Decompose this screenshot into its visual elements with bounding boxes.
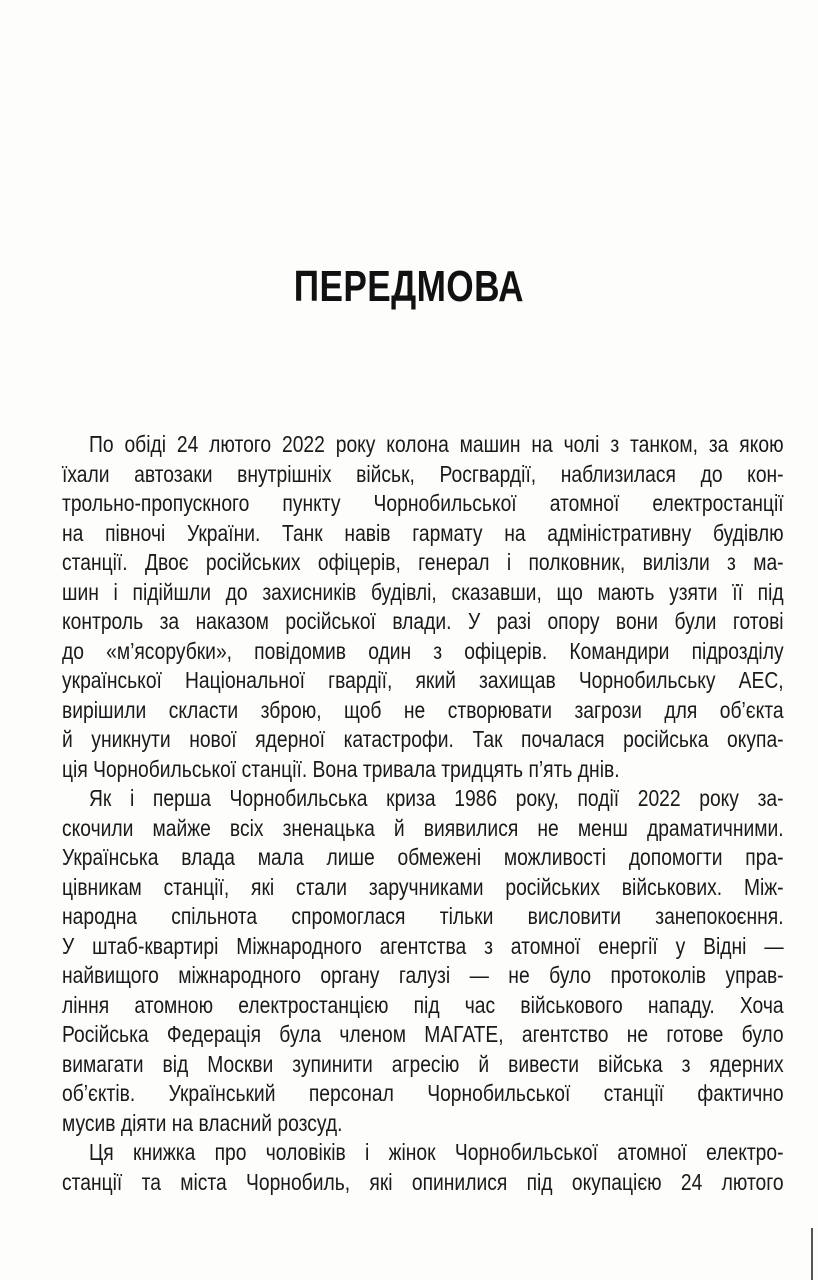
text-line (62, 1168, 784, 1198)
page-title (0, 262, 818, 312)
text-line (62, 1138, 784, 1168)
text-line-content: станції та міста Чорнобиль, які опинилися під окупацією 24 лютого (62, 1168, 784, 1195)
text-line (62, 725, 784, 755)
text-line-content: контроль за наказом російської влади. У разі опору вони були готові (62, 608, 784, 634)
text-line (62, 666, 784, 696)
text-line-content: вимагати від Москви зупинити агресію й вивести війська з ядерних (62, 1050, 784, 1077)
body-text (62, 430, 784, 1197)
text-line (62, 755, 784, 785)
text-line-content: до «м’ясорубки», повідомив один з офіцерів. Командири підрозділу (62, 637, 784, 664)
text-line (62, 1050, 784, 1080)
text-line (62, 932, 784, 962)
text-line-content: шин і підійшли до захисників будівлі, сказавши, що мають узяти її під (62, 578, 784, 605)
page-edge (811, 1228, 813, 1280)
text-line-content: Як і перша Чорнобильська криза 1986 року, події 2022 року за- (89, 785, 784, 811)
paragraph (62, 1138, 784, 1197)
text-line-content: По обіді 24 лютого 2022 року колона машин на чолі з танком, за якою (89, 431, 784, 457)
text-line (62, 991, 784, 1021)
text-line (62, 902, 784, 932)
text-line-content: станції. Двоє російських офіцерів, генерал і полковник, вилізли з ма- (62, 549, 784, 575)
text-line-content: ління атомною електростанцією під час військового нападу. Хоча (62, 991, 784, 1018)
text-line-content: трольно-пропускного пункту Чорнобильської атомної електростанції (62, 490, 784, 516)
text-line (62, 1020, 784, 1050)
text-line-content: Ця книжка про чоловіків і жінок Чорнобильської атомної електро- (89, 1139, 784, 1165)
text-line-content: ція Чорнобильської станції. Вона тривала тридцять п’ять днів. (62, 755, 620, 782)
text-line-content: мусив діяти на власний розсуд. (62, 1109, 343, 1136)
text-line-content: й уникнути нової ядерної катастрофи. Так почалася російська окупа- (62, 726, 784, 752)
text-line (62, 843, 784, 873)
text-line (62, 784, 784, 814)
text-line-content: найвищого міжнародного органу галузі — не було протоколів управ- (62, 962, 784, 988)
text-line (62, 696, 784, 726)
text-line (62, 1079, 784, 1109)
text-line (62, 430, 784, 460)
text-line-content: скочили майже всіх зненацька й виявилися не менш драматичними. (62, 814, 784, 841)
text-line-content: їхали автозаки внутрішніх військ, Росгвардії, наблизилася до кон- (62, 460, 784, 487)
text-line (62, 873, 784, 903)
text-line-content: цівникам станції, які стали заручниками російських військових. Між- (62, 873, 784, 900)
text-line (62, 578, 784, 608)
text-line (62, 460, 784, 490)
text-line (62, 489, 784, 519)
text-line (62, 548, 784, 578)
text-line-content: на півночі України. Танк навів гармату на адміністративну будівлю (62, 519, 784, 546)
text-line-content: У штаб-квартирі Міжнародного агентства з атомної енергії у Відні — (62, 932, 784, 959)
text-line (62, 814, 784, 844)
text-line-content: Російська Федерація була членом МАГАТЕ, агентство не готове було (62, 1021, 784, 1047)
text-line (62, 637, 784, 667)
text-line-content: української Національної гвардії, який захищав Чорнобильську АЕС, (62, 667, 784, 693)
paragraph (62, 430, 784, 784)
chapter-heading: ПЕРЕДМОВА (293, 262, 525, 311)
text-line (62, 1109, 784, 1139)
text-line-content: вирішили скласти зброю, щоб не створювати загрози для об’єкта (62, 696, 784, 723)
text-line (62, 607, 784, 637)
text-line (62, 519, 784, 549)
text-line-content: Українська влада мала лише обмежені можливості допомогти пра- (62, 844, 784, 870)
text-line-content: народна спільнота спромоглася тільки висловити занепокоєння. (62, 903, 784, 929)
paragraph (62, 784, 784, 1138)
text-line-content: об’єктів. Український персонал Чорнобильської станції фактично (62, 1080, 784, 1106)
text-line (62, 961, 784, 991)
